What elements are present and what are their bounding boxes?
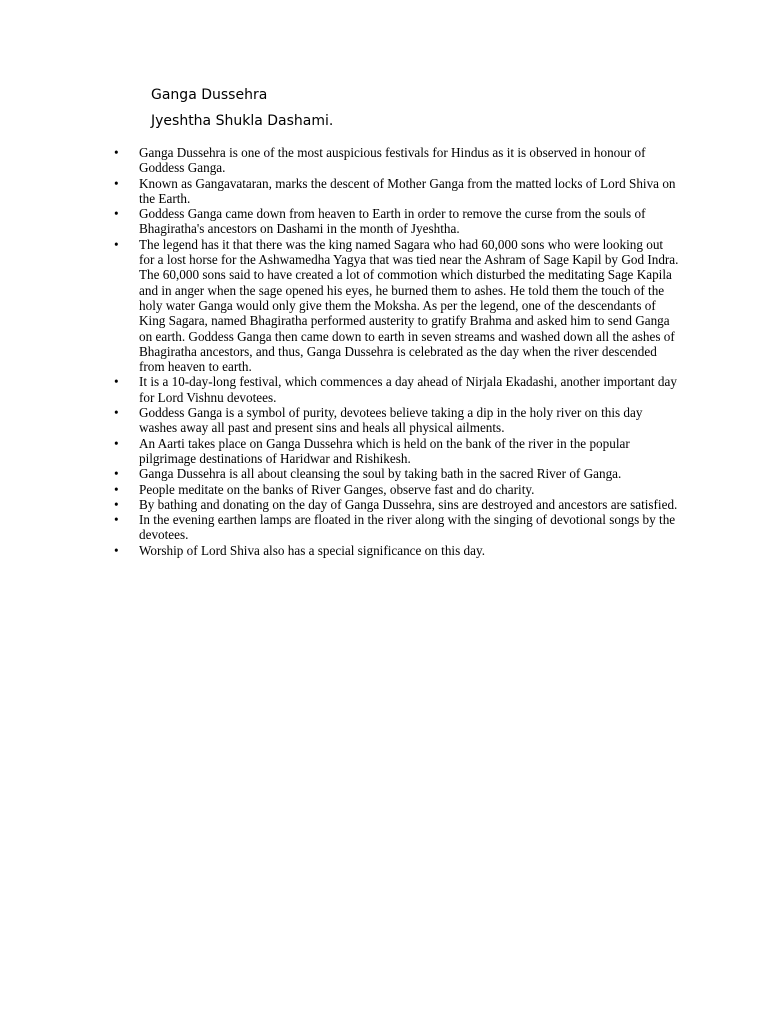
list-item	[114, 512, 679, 543]
bullet-dot-icon: •	[114, 206, 119, 222]
list-item-text: Goddess Ganga came down from heaven to Earth in order to remove the curse from the souls of Bhagiratha's ancestors on Dashami in the month of Jyeshtha.	[139, 206, 646, 237]
list-item-text: An Aarti takes place on Ganga Dussehra which is held on the bank of the river in the popular pilgrimage destinations of Haridwar and Rishikesh.	[139, 435, 630, 466]
list-item	[114, 145, 679, 176]
list-item-text: Ganga Dussehra is all about cleansing the soul by taking bath in the sacred River of Ganga.	[139, 466, 622, 482]
bullet-dot-icon: •	[114, 481, 119, 497]
list-item-text: Ganga Dussehra is one of the most auspicious festivals for Hindus as it is observed in honour of Goddess Ganga.	[139, 145, 646, 176]
list-item	[114, 435, 679, 467]
bullet-dot-icon: •	[114, 374, 119, 390]
list-item	[114, 496, 679, 512]
list-item-text: Worship of Lord Shiva also has a special significance on this day.	[139, 542, 486, 558]
bullet-dot-icon: •	[114, 175, 119, 191]
bullet-dot-icon: •	[114, 405, 119, 421]
list-item	[114, 206, 679, 237]
bullet-dot-icon: •	[114, 145, 119, 160]
bullet-dot-icon: •	[114, 435, 119, 451]
list-item	[114, 481, 679, 497]
document-subtitle: Jyeshtha Shukla Dashami.	[151, 113, 334, 129]
list-item	[114, 405, 679, 436]
list-item-text: The legend has it that there was the king named Sagara who had 60,000 sons who were looking out for a lost horse for the Ashwamedha Yagya that was tied near the Ashram of Sage Kapil by God Indra. The 60,000 sons said to have created a lot of commotion which disturbed the meditating Sage Kapila and in anger when the sage opened his eyes, he burned them to ashes. He told them the touch of the holy water Ganga would only give them the Moksha. As per the legend, one of the descendants of King Sagara, named Bhagiratha performed austerity to gratify Brahma and asked him to send Ganga on earth. Goddess Ganga then came down to earth in seven streams and washed down all the ashes of Bhagiratha ancestors, and thus, Ganga Dussehra is celebrated as the day when the river descended from heaven to earth.	[139, 236, 679, 375]
bullet-dot-icon: •	[114, 512, 119, 528]
document-title: Ganga Dussehra	[151, 87, 268, 103]
list-item-text: Goddess Ganga is a symbol of purity, devotees believe taking a dip in the holy river on this day washes away all past and present sins and heals all physical ailments.	[139, 405, 643, 436]
bullet-dot-icon: •	[114, 496, 119, 512]
list-item	[114, 374, 679, 405]
list-item-text: By bathing and donating on the day of Ganga Dussehra, sins are destroyed and ancestors are satisfied.	[139, 496, 678, 512]
list-item-text: People meditate on the banks of River Ganges, observe fast and do charity.	[139, 481, 535, 497]
list-item	[114, 236, 679, 375]
bullet-dot-icon: •	[114, 542, 119, 558]
list-item	[114, 542, 679, 558]
list-item	[114, 175, 679, 207]
bullet-dot-icon: •	[114, 466, 119, 482]
list-item	[114, 466, 679, 482]
list-item-text: Known as Gangavataran, marks the descent of Mother Ganga from the matted locks of Lord Shiva on the Earth.	[139, 175, 676, 206]
list-item-text: It is a 10-day-long festival, which commences a day ahead of Nirjala Ekadashi, another important day for Lord Vishnu devotees.	[139, 374, 677, 405]
bullet-list	[114, 145, 679, 558]
bullet-dot-icon: •	[114, 236, 119, 252]
list-item-text: In the evening earthen lamps are floated in the river along with the singing of devotional songs by the devotees.	[139, 512, 676, 543]
